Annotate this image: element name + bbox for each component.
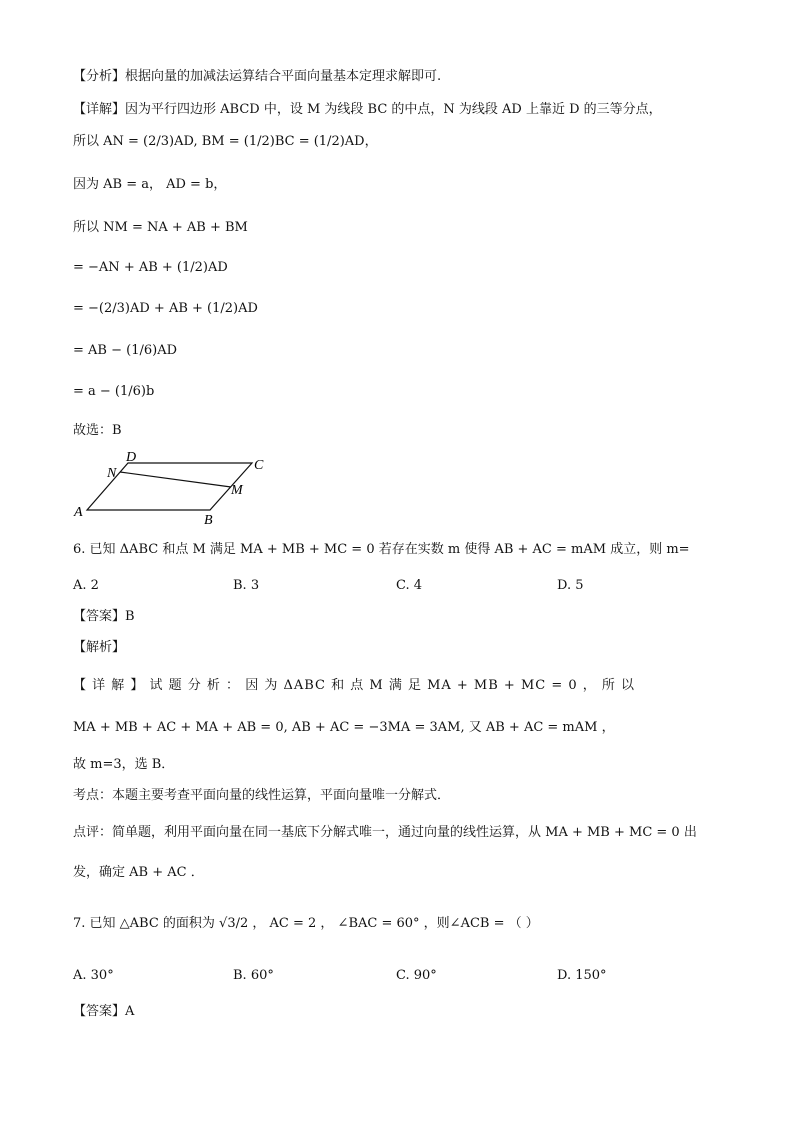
- detail-line-8: = a − (1/6)b: [73, 384, 155, 399]
- q7-option-b: B. 60°: [233, 968, 274, 983]
- q6-option-c: C. 4: [396, 578, 423, 593]
- label-C: C: [254, 458, 264, 473]
- detail-line-2: 所以 AN = (2/3)AD, BM = (1/2)BC = (1/2)AD，: [73, 134, 378, 149]
- q6-option-a: A. 2: [73, 578, 99, 593]
- q7-option-c: C. 90°: [396, 968, 437, 983]
- label-B: B: [204, 513, 213, 528]
- q6-detail-2: MA + MB + AC + MA + AB = 0, AB + AC = −3MA = 3AM, 又 AB + AC = mAM ，: [73, 720, 615, 735]
- detail-line-1: 【详解】因为平行四边形 ABCD 中，设 M 为线段 BC 的中点，N 为线段 AD 上靠近 D 的三等分点，: [73, 102, 662, 117]
- parallelogram-diagram: [70, 448, 290, 530]
- segment-nm: [120, 472, 231, 487]
- q6-option-b: B. 3: [233, 578, 260, 593]
- choice-line: 故选：B: [73, 423, 122, 438]
- q6-kaodian: 考点：本题主要考查平面向量的线性运算，平面向量唯一分解式．: [73, 788, 451, 803]
- label-M: M: [231, 483, 243, 498]
- q6-stem: 6. 已知 ΔABC 和点 M 满足 MA + MB + MC = 0 若存在实数 m 使得 AB + AC = mAM 成立，则 m=: [73, 542, 690, 557]
- q6-dianping-2: 发，确定 AB + AC ．: [73, 865, 204, 880]
- detail-line-7: = AB − (1/6)AD: [73, 343, 177, 358]
- q7-option-d: D. 150°: [557, 968, 607, 983]
- q6-answer: 【答案】B: [73, 609, 135, 624]
- q7-stem: 7. 已知 △ABC 的面积为 √3/2 ， AC = 2 ， ∠BAC = 60° ，则∠ACB = （ ）: [73, 916, 539, 931]
- analysis-line: 【分析】根据向量的加减法运算结合平面向量基本定理求解即可.: [73, 69, 442, 84]
- q6-option-d: D. 5: [557, 578, 584, 593]
- detail-line-5: = −AN + AB + (1/2)AD: [73, 260, 228, 275]
- label-D: D: [126, 450, 137, 465]
- detail-line-6: = −(2/3)AD + AB + (1/2)AD: [73, 301, 258, 316]
- label-N: N: [107, 466, 117, 481]
- label-A: A: [74, 505, 83, 520]
- q6-analysis-head: 【解析】: [73, 640, 126, 655]
- q7-option-a: A. 30°: [73, 968, 114, 983]
- q7-answer: 【答案】A: [73, 1004, 135, 1019]
- detail-line-3: 因为 AB = a， AD = b，: [73, 177, 227, 192]
- detail-line-4: 所以 NM = NA + AB + BM: [73, 220, 248, 235]
- q6-dianping-1: 点评：简单题，利用平面向量在同一基底下分解式唯一，通过向量的线性运算，从 MA + MB + MC = 0 出: [73, 825, 697, 840]
- q6-conclusion: 故 m=3，选 B．: [73, 757, 175, 772]
- q6-detail-1: 【 详 解 】 试 题 分 析 ： 因 为 ΔABC 和 点 M 满 足 MA + MB + MC = 0 ， 所 以: [73, 678, 636, 693]
